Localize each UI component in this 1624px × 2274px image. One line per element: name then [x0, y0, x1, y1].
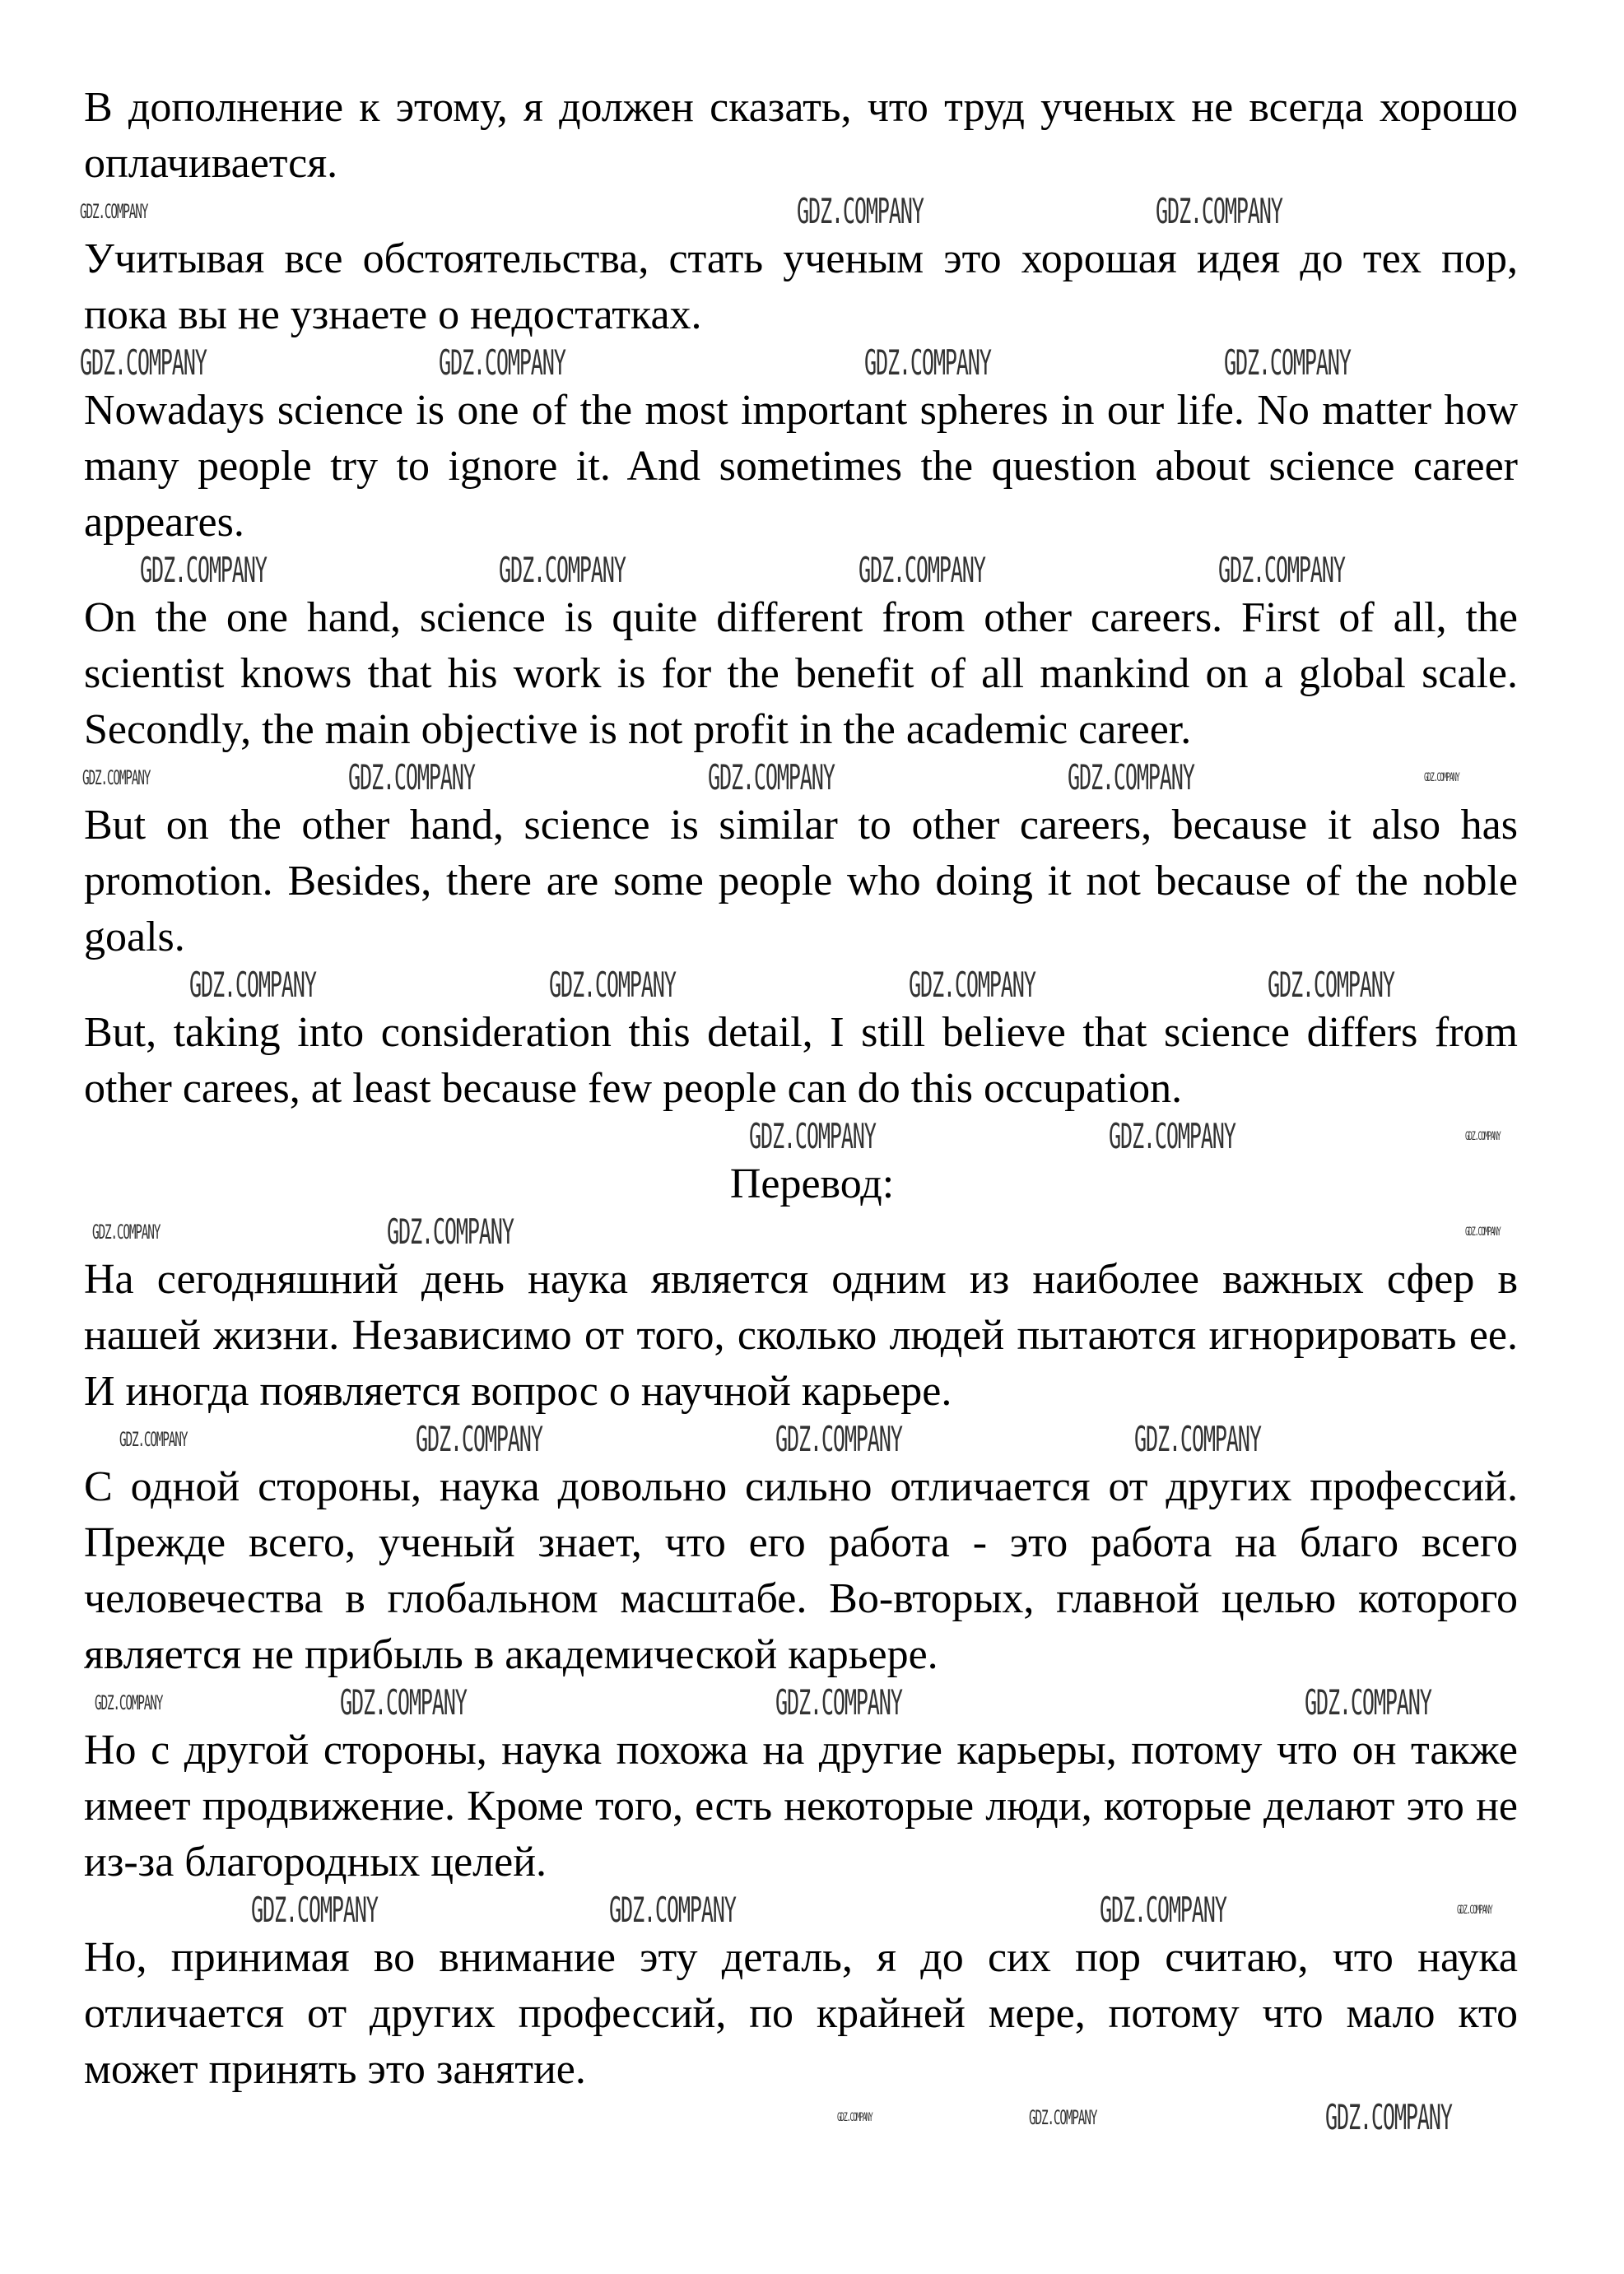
watermark: GDZ.COMPANY [80, 343, 207, 383]
watermark: GDZ.COMPANY [775, 1683, 902, 1723]
watermark-row [0, 965, 1624, 1005]
paragraph-tr-intro: На сегодняшний день наука является одним из наиболее важных сфер в нашей жизни. Независимо от того, сколько людей пытаются игнорировать ее. И иногда появляется вопрос о научной карьере. [84, 1256, 1518, 1415]
watermark: GDZ.COMPANY [864, 343, 991, 383]
watermark: GDZ.COMPANY [80, 200, 148, 223]
watermark: GDZ.COMPANY [1465, 1225, 1501, 1239]
watermark: GDZ.COMPANY [609, 1890, 736, 1930]
watermark: GDZ.COMPANY [1134, 1420, 1261, 1459]
watermark: GDZ.COMPANY [387, 1212, 514, 1252]
watermark: GDZ.COMPANY [82, 766, 151, 789]
watermark: GDZ.COMPANY [1268, 965, 1394, 1005]
paragraph-tr-conclusion: Но, принимая во внимание эту деталь, я до сих пор считаю, что наука отличается от других профессий, по крайней мере, потому что мало кто может принять это занятие. [84, 1934, 1518, 2093]
watermark: GDZ.COMPANY [1029, 2106, 1097, 2129]
watermark-row [0, 1683, 1624, 1723]
paragraph-en-intro: Nowadays science is one of the most important spheres in our life. No matter how many people try to ignore it. And sometimes the question about science career appeares. [84, 387, 1518, 546]
watermark-row [0, 551, 1624, 590]
watermark: GDZ.COMPANY [251, 1890, 378, 1930]
watermark: GDZ.COMPANY [189, 965, 316, 1005]
watermark: GDZ.COMPANY [1224, 343, 1351, 383]
translation-heading: Перевод: [729, 1160, 895, 1207]
watermark: GDZ.COMPANY [797, 192, 924, 231]
watermark: GDZ.COMPANY [837, 2111, 872, 2124]
watermark: GDZ.COMPANY [119, 1428, 188, 1451]
paragraph-en-conclusion: But, taking into consideration this detail, I still believe that science differs from other carees, at least because few people can do this occupation. [84, 1009, 1518, 1112]
watermark: GDZ.COMPANY [1068, 758, 1194, 798]
watermark-row [0, 1890, 1624, 1930]
paragraph-en-one-hand: On the one hand, science is quite different from other careers. First of all, the scientist knows that his work is for the benefit of all mankind on a global scale. Secondly, the main objective is not profit in the academic career. [84, 594, 1518, 753]
watermark: GDZ.COMPANY [1305, 1683, 1431, 1723]
document-body [0, 80, 1624, 2137]
watermark: GDZ.COMPANY [416, 1420, 542, 1459]
watermark-row [0, 1212, 1624, 1252]
watermark: GDZ.COMPANY [1325, 2098, 1452, 2137]
watermark-row [0, 343, 1624, 383]
paragraph-en-other-hand: But on the other hand, science is similar to other careers, because it also has promotion. Besides, there are some people who doing it not because of the noble goals. [84, 802, 1518, 960]
watermark-row [0, 1420, 1624, 1459]
watermark-row [0, 1117, 1624, 1156]
watermark: GDZ.COMPANY [1109, 1117, 1235, 1156]
watermark: GDZ.COMPANY [92, 1221, 161, 1244]
watermark: GDZ.COMPANY [1218, 551, 1345, 590]
watermark: GDZ.COMPANY [859, 551, 985, 590]
watermark-row [0, 2098, 1624, 2137]
watermark: GDZ.COMPANY [1424, 771, 1459, 784]
watermark: GDZ.COMPANY [775, 1420, 902, 1459]
watermark: GDZ.COMPANY [140, 551, 267, 590]
watermark: GDZ.COMPANY [340, 1683, 467, 1723]
watermark: GDZ.COMPANY [95, 1691, 163, 1714]
watermark: GDZ.COMPANY [439, 343, 565, 383]
paragraph-ru-addition: В дополнение к этому, я должен сказать, что труд ученых не всегда хорошо оплачивается. [84, 84, 1518, 187]
watermark: GDZ.COMPANY [749, 1117, 876, 1156]
watermark: GDZ.COMPANY [1100, 1890, 1226, 1930]
watermark-row [0, 192, 1624, 231]
watermark-row [0, 758, 1624, 798]
watermark: GDZ.COMPANY [708, 758, 835, 798]
paragraph-tr-other-hand: Но с другой стороны, наука похожа на другие карьеры, потому что он также имеет продвижение. Кроме того, есть некоторые люди, которые делают это не из-за благородных целей. [84, 1727, 1518, 1886]
paragraph-ru-conclusion: Учитывая все обстоятельства, стать ученым это хорошая идея до тех пор, пока вы не узнаете о недостатках. [84, 235, 1518, 338]
watermark: GDZ.COMPANY [909, 965, 1035, 1005]
paragraph-tr-one-hand: С одной стороны, наука довольно сильно отличается от других профессий. Прежде всего, ученый знает, что его работа - это работа на благо всего человечества в глобальном масштабе. Во-вторых, главной целью которого является не прибыль в академической карьере. [84, 1463, 1518, 1678]
watermark: GDZ.COMPANY [499, 551, 626, 590]
watermark: GDZ.COMPANY [1457, 1904, 1492, 1917]
watermark: GDZ.COMPANY [1465, 1130, 1501, 1143]
watermark: GDZ.COMPANY [1156, 192, 1282, 231]
watermark: GDZ.COMPANY [348, 758, 475, 798]
watermark: GDZ.COMPANY [549, 965, 676, 1005]
